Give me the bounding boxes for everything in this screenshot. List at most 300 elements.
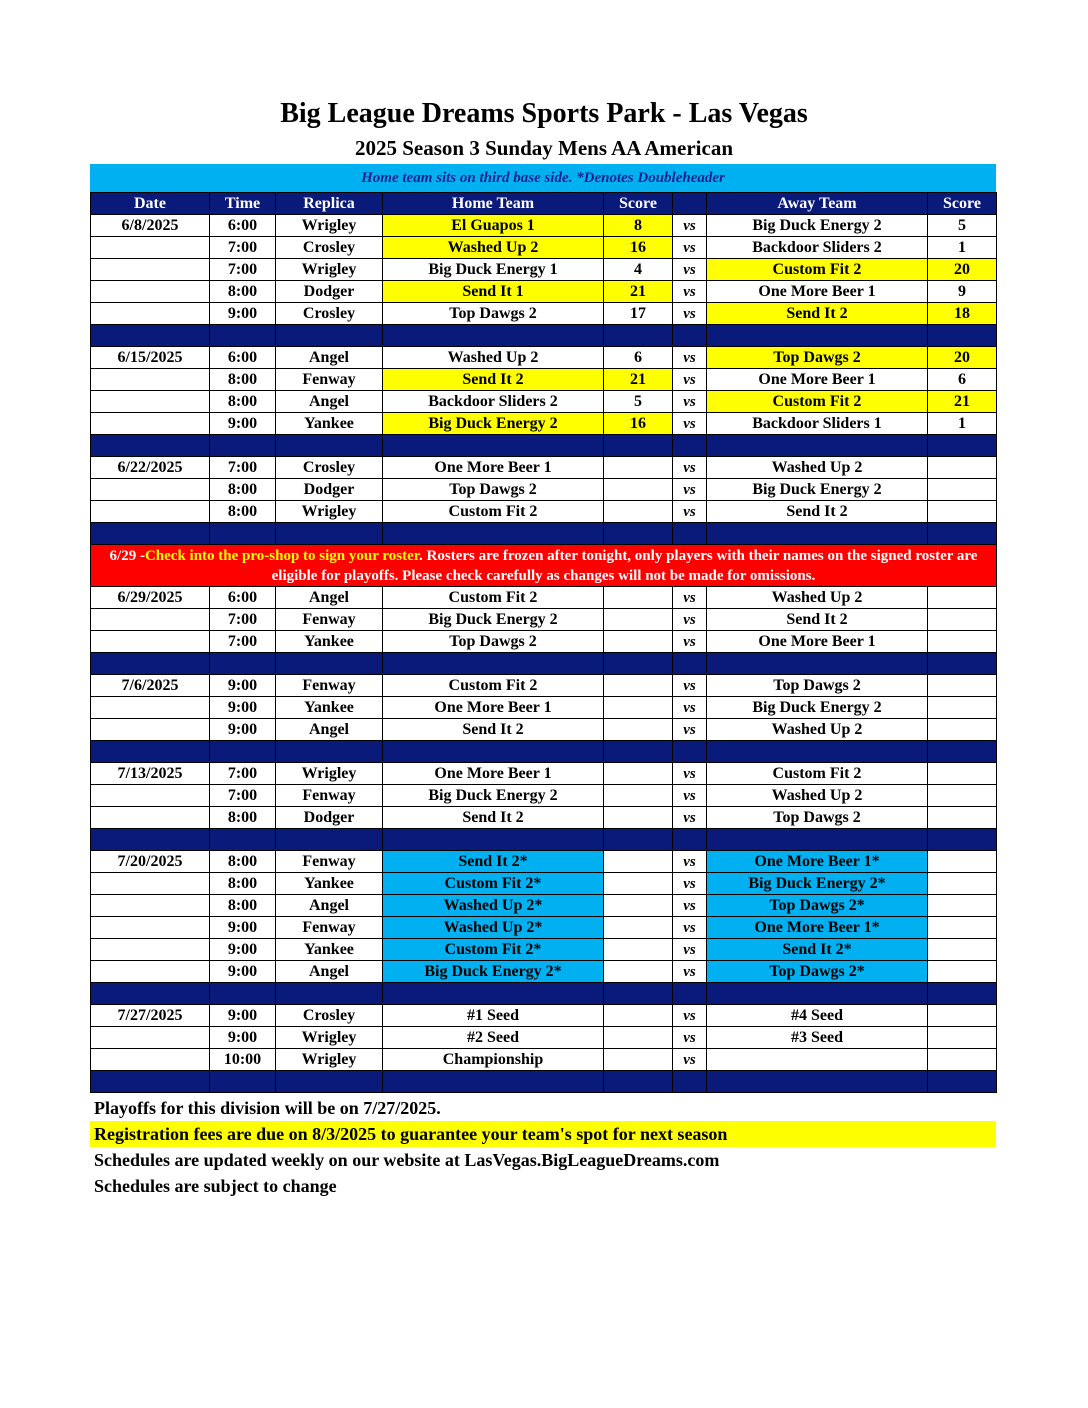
- time-cell: 8:00: [210, 501, 276, 523]
- date-cell: [91, 413, 210, 435]
- game-row: [91, 457, 997, 479]
- away-team-cell: Washed Up 2: [707, 785, 928, 807]
- separator-cell: [928, 435, 997, 457]
- date-cell: [91, 479, 210, 501]
- away-team-cell: Big Duck Energy 2: [707, 697, 928, 719]
- away-score-cell: [928, 873, 997, 895]
- game-row: [91, 391, 997, 413]
- separator-cell: [707, 1071, 928, 1093]
- game-row: [91, 259, 997, 281]
- separator-cell: [276, 653, 383, 675]
- home-team-cell: Custom Fit 2: [383, 501, 604, 523]
- vs-cell: vs: [673, 347, 707, 369]
- separator-cell: [91, 1071, 210, 1093]
- vs-cell: vs: [673, 391, 707, 413]
- away-score-cell: [928, 851, 997, 873]
- vs-cell: vs: [673, 369, 707, 391]
- away-team-cell: #4 Seed: [707, 1005, 928, 1027]
- separator-cell: [673, 1071, 707, 1093]
- separator-cell: [707, 983, 928, 1005]
- replica-cell: Angel: [276, 587, 383, 609]
- home-score-cell: 17: [604, 303, 673, 325]
- away-team-cell: One More Beer 1*: [707, 917, 928, 939]
- away-score-cell: [928, 807, 997, 829]
- game-row: [91, 215, 997, 237]
- vs-cell: vs: [673, 807, 707, 829]
- date-cell: 7/20/2025: [91, 851, 210, 873]
- separator-cell: [210, 435, 276, 457]
- vs-cell: vs: [673, 851, 707, 873]
- separator-cell: [383, 1071, 604, 1093]
- home-score-cell: [604, 785, 673, 807]
- time-cell: 8:00: [210, 851, 276, 873]
- away-team-cell: Top Dawgs 2*: [707, 961, 928, 983]
- replica-cell: Yankee: [276, 413, 383, 435]
- page-title: Big League Dreams Sports Park - Las Vegas: [280, 98, 808, 129]
- date-cell: [91, 237, 210, 259]
- roster-notice: [91, 545, 997, 587]
- separator-cell: [707, 741, 928, 763]
- vs-cell: vs: [673, 917, 707, 939]
- away-score-cell: [928, 785, 997, 807]
- home-team-cell: Big Duck Energy 2*: [383, 961, 604, 983]
- game-row: [91, 1049, 997, 1071]
- away-score-cell: [928, 961, 997, 983]
- home-team-cell: Send It 1: [383, 281, 604, 303]
- separator-cell: [673, 653, 707, 675]
- header-row: [91, 193, 997, 215]
- replica-cell: Fenway: [276, 609, 383, 631]
- separator-cell: [604, 325, 673, 347]
- time-cell: 9:00: [210, 961, 276, 983]
- date-cell: 7/27/2025: [91, 1005, 210, 1027]
- replica-cell: Angel: [276, 961, 383, 983]
- home-team-cell: Custom Fit 2*: [383, 873, 604, 895]
- vs-cell: vs: [673, 785, 707, 807]
- vs-cell: vs: [673, 259, 707, 281]
- away-score-cell: [928, 1049, 997, 1071]
- replica-cell: Angel: [276, 347, 383, 369]
- notice-date: 6/29 -: [109, 547, 145, 564]
- away-score-cell: [928, 1005, 997, 1027]
- away-score-cell: [928, 697, 997, 719]
- header-away-team: Away Team: [707, 193, 928, 215]
- game-row: [91, 675, 997, 697]
- home-team-cell: #2 Seed: [383, 1027, 604, 1049]
- time-cell: 7:00: [210, 457, 276, 479]
- away-team-cell: [707, 1049, 928, 1071]
- time-cell: 8:00: [210, 369, 276, 391]
- header-away-score: Score: [928, 193, 997, 215]
- time-cell: 8:00: [210, 807, 276, 829]
- game-row: [91, 961, 997, 983]
- separator-cell: [604, 741, 673, 763]
- away-score-cell: [928, 939, 997, 961]
- notice-highlight: Check into the pro-shop to sign your roster: [144, 547, 420, 564]
- game-row: [91, 1027, 997, 1049]
- game-row: [91, 917, 997, 939]
- home-score-cell: 5: [604, 391, 673, 413]
- separator-cell: [210, 523, 276, 545]
- vs-cell: vs: [673, 1049, 707, 1071]
- separator-cell: [276, 829, 383, 851]
- home-score-cell: 16: [604, 237, 673, 259]
- away-score-cell: [928, 763, 997, 785]
- date-cell: [91, 1049, 210, 1071]
- home-team-cell: One More Beer 1: [383, 763, 604, 785]
- replica-cell: Wrigley: [276, 1027, 383, 1049]
- replica-cell: Dodger: [276, 281, 383, 303]
- time-cell: 7:00: [210, 785, 276, 807]
- separator-cell: [210, 653, 276, 675]
- game-row: [91, 939, 997, 961]
- time-cell: 9:00: [210, 675, 276, 697]
- time-cell: 6:00: [210, 347, 276, 369]
- game-row: [91, 763, 997, 785]
- separator-cell: [276, 983, 383, 1005]
- away-team-cell: One More Beer 1*: [707, 851, 928, 873]
- date-cell: [91, 807, 210, 829]
- separator-cell: [928, 829, 997, 851]
- away-score-cell: 9: [928, 281, 997, 303]
- separator-cell: [707, 523, 928, 545]
- home-team-cell: #1 Seed: [383, 1005, 604, 1027]
- away-team-cell: Send It 2: [707, 501, 928, 523]
- separator-cell: [91, 325, 210, 347]
- replica-cell: Fenway: [276, 917, 383, 939]
- away-score-cell: [928, 457, 997, 479]
- home-team-cell: Big Duck Energy 2: [383, 785, 604, 807]
- home-team-cell: Washed Up 2*: [383, 895, 604, 917]
- home-score-cell: [604, 631, 673, 653]
- week-separator: [91, 435, 997, 457]
- notice-text: . Rosters are frozen after tonight, only players with their names on the signed roster are eligible for playoffs. Please check carefully as changes will not be made for omissions.: [271, 547, 978, 584]
- vs-cell: vs: [673, 281, 707, 303]
- separator-cell: [604, 523, 673, 545]
- separator-cell: [210, 741, 276, 763]
- time-cell: 9:00: [210, 413, 276, 435]
- header-replica: Replica: [276, 193, 383, 215]
- home-score-cell: [604, 763, 673, 785]
- vs-cell: vs: [673, 1027, 707, 1049]
- time-cell: 9:00: [210, 719, 276, 741]
- home-team-cell: El Guapos 1: [383, 215, 604, 237]
- home-score-cell: [604, 851, 673, 873]
- replica-cell: Yankee: [276, 939, 383, 961]
- header-home-score: Score: [604, 193, 673, 215]
- game-row: [91, 479, 997, 501]
- separator-cell: [276, 435, 383, 457]
- home-team-cell: Washed Up 2: [383, 347, 604, 369]
- game-row: [91, 609, 997, 631]
- replica-cell: Crosley: [276, 1005, 383, 1027]
- vs-cell: vs: [673, 675, 707, 697]
- home-team-cell: Championship: [383, 1049, 604, 1071]
- separator-cell: [210, 325, 276, 347]
- replica-cell: Dodger: [276, 807, 383, 829]
- home-team-cell: Big Duck Energy 1: [383, 259, 604, 281]
- replica-cell: Angel: [276, 895, 383, 917]
- vs-cell: vs: [673, 697, 707, 719]
- time-cell: 9:00: [210, 1005, 276, 1027]
- home-team-cell: Backdoor Sliders 2: [383, 391, 604, 413]
- vs-cell: vs: [673, 873, 707, 895]
- separator-cell: [383, 435, 604, 457]
- time-cell: 9:00: [210, 303, 276, 325]
- replica-cell: Fenway: [276, 851, 383, 873]
- away-team-cell: Send It 2: [707, 609, 928, 631]
- home-score-cell: [604, 587, 673, 609]
- away-score-cell: 5: [928, 215, 997, 237]
- week-separator: [91, 325, 997, 347]
- away-team-cell: Washed Up 2: [707, 587, 928, 609]
- away-score-cell: [928, 609, 997, 631]
- game-row: [91, 347, 997, 369]
- change-note: Schedules are subject to change: [94, 1176, 337, 1196]
- home-team-cell: One More Beer 1: [383, 457, 604, 479]
- away-team-cell: Top Dawgs 2*: [707, 895, 928, 917]
- time-cell: 9:00: [210, 697, 276, 719]
- date-cell: [91, 259, 210, 281]
- registration-note: Registration fees are due on 8/3/2025 to guarantee your team's spot for next season: [90, 1121, 996, 1147]
- date-cell: [91, 697, 210, 719]
- home-score-cell: [604, 697, 673, 719]
- away-score-cell: 6: [928, 369, 997, 391]
- time-cell: 8:00: [210, 895, 276, 917]
- game-row: [91, 631, 997, 653]
- vs-cell: vs: [673, 1005, 707, 1027]
- home-score-cell: [604, 457, 673, 479]
- separator-cell: [928, 741, 997, 763]
- replica-cell: Angel: [276, 719, 383, 741]
- date-cell: [91, 719, 210, 741]
- separator-cell: [383, 325, 604, 347]
- home-team-cell: Big Duck Energy 2: [383, 413, 604, 435]
- replica-cell: Wrigley: [276, 1049, 383, 1071]
- date-cell: 6/8/2025: [91, 215, 210, 237]
- home-score-cell: 21: [604, 369, 673, 391]
- away-score-cell: [928, 895, 997, 917]
- schedule-body: [91, 215, 997, 1093]
- away-team-cell: Big Duck Energy 2: [707, 479, 928, 501]
- separator-cell: [91, 741, 210, 763]
- separator-cell: [383, 983, 604, 1005]
- separator-cell: [210, 1071, 276, 1093]
- separator-cell: [276, 325, 383, 347]
- replica-cell: Fenway: [276, 675, 383, 697]
- away-team-cell: Big Duck Energy 2: [707, 215, 928, 237]
- separator-cell: [707, 435, 928, 457]
- week-separator: [91, 741, 997, 763]
- home-score-cell: 21: [604, 281, 673, 303]
- home-score-cell: 8: [604, 215, 673, 237]
- home-score-cell: [604, 895, 673, 917]
- date-cell: [91, 609, 210, 631]
- time-cell: 9:00: [210, 939, 276, 961]
- home-team-cell: Custom Fit 2: [383, 675, 604, 697]
- home-team-cell: Custom Fit 2: [383, 587, 604, 609]
- separator-cell: [91, 653, 210, 675]
- week-separator: [91, 653, 997, 675]
- game-row: [91, 807, 997, 829]
- home-team-cell: Top Dawgs 2: [383, 631, 604, 653]
- away-team-cell: One More Beer 1: [707, 369, 928, 391]
- game-row: [91, 501, 997, 523]
- time-cell: 7:00: [210, 237, 276, 259]
- game-row: [91, 369, 997, 391]
- date-cell: [91, 939, 210, 961]
- away-score-cell: 20: [928, 259, 997, 281]
- home-score-cell: [604, 675, 673, 697]
- time-cell: 8:00: [210, 479, 276, 501]
- date-cell: [91, 961, 210, 983]
- home-team-cell: Custom Fit 2*: [383, 939, 604, 961]
- date-cell: 6/15/2025: [91, 347, 210, 369]
- separator-cell: [604, 983, 673, 1005]
- separator-cell: [707, 653, 928, 675]
- separator-cell: [604, 1071, 673, 1093]
- vs-cell: vs: [673, 413, 707, 435]
- replica-cell: Yankee: [276, 697, 383, 719]
- time-cell: 6:00: [210, 587, 276, 609]
- home-score-cell: [604, 873, 673, 895]
- home-score-cell: [604, 719, 673, 741]
- replica-cell: Wrigley: [276, 763, 383, 785]
- away-team-cell: Send It 2*: [707, 939, 928, 961]
- away-team-cell: Top Dawgs 2: [707, 807, 928, 829]
- separator-cell: [210, 829, 276, 851]
- time-cell: 10:00: [210, 1049, 276, 1071]
- away-score-cell: [928, 501, 997, 523]
- home-team-cell: Send It 2: [383, 807, 604, 829]
- time-cell: 6:00: [210, 215, 276, 237]
- away-score-cell: 1: [928, 413, 997, 435]
- away-team-cell: #3 Seed: [707, 1027, 928, 1049]
- time-cell: 7:00: [210, 763, 276, 785]
- away-team-cell: One More Beer 1: [707, 281, 928, 303]
- date-cell: [91, 391, 210, 413]
- home-team-cell: Send It 2*: [383, 851, 604, 873]
- replica-cell: Yankee: [276, 631, 383, 653]
- separator-cell: [276, 741, 383, 763]
- separator-cell: [91, 523, 210, 545]
- date-cell: [91, 1027, 210, 1049]
- separator-cell: [383, 741, 604, 763]
- away-score-cell: 20: [928, 347, 997, 369]
- week-separator: [91, 523, 997, 545]
- game-row: [91, 873, 997, 895]
- home-score-cell: [604, 939, 673, 961]
- replica-cell: Crosley: [276, 237, 383, 259]
- date-cell: [91, 281, 210, 303]
- away-score-cell: [928, 1027, 997, 1049]
- date-cell: 6/29/2025: [91, 587, 210, 609]
- separator-cell: [928, 1071, 997, 1093]
- vs-cell: vs: [673, 939, 707, 961]
- away-team-cell: Big Duck Energy 2*: [707, 873, 928, 895]
- replica-cell: Crosley: [276, 457, 383, 479]
- separator-cell: [673, 523, 707, 545]
- away-score-cell: 21: [928, 391, 997, 413]
- time-cell: 9:00: [210, 1027, 276, 1049]
- separator-cell: [383, 653, 604, 675]
- replica-cell: Yankee: [276, 873, 383, 895]
- date-cell: [91, 501, 210, 523]
- separator-cell: [383, 829, 604, 851]
- playoffs-note: Playoffs for this division will be on 7/27/2025.: [94, 1098, 441, 1118]
- time-cell: 8:00: [210, 873, 276, 895]
- separator-cell: [91, 435, 210, 457]
- separator-cell: [673, 741, 707, 763]
- time-cell: 8:00: [210, 391, 276, 413]
- vs-cell: vs: [673, 631, 707, 653]
- game-row: [91, 413, 997, 435]
- separator-cell: [928, 523, 997, 545]
- replica-cell: Crosley: [276, 303, 383, 325]
- home-score-cell: 6: [604, 347, 673, 369]
- away-team-cell: Washed Up 2: [707, 719, 928, 741]
- time-cell: 7:00: [210, 609, 276, 631]
- date-cell: [91, 369, 210, 391]
- separator-cell: [673, 983, 707, 1005]
- away-score-cell: [928, 719, 997, 741]
- game-row: [91, 587, 997, 609]
- vs-cell: vs: [673, 895, 707, 917]
- away-team-cell: Send It 2: [707, 303, 928, 325]
- separator-cell: [91, 829, 210, 851]
- header-vs: [673, 193, 707, 215]
- page-subtitle: 2025 Season 3 Sunday Mens AA American: [354, 136, 734, 160]
- replica-cell: Fenway: [276, 785, 383, 807]
- date-cell: 7/13/2025: [91, 763, 210, 785]
- roster-notice-row: [91, 545, 997, 587]
- home-score-cell: [604, 501, 673, 523]
- home-score-cell: [604, 479, 673, 501]
- header-home-team: Home Team: [383, 193, 604, 215]
- away-team-cell: Top Dawgs 2: [707, 347, 928, 369]
- info-banner: Home team sits on third base side. *Denotes Doubleheader: [90, 164, 996, 192]
- week-separator: [91, 1071, 997, 1093]
- vs-cell: vs: [673, 457, 707, 479]
- game-row: [91, 281, 997, 303]
- separator-cell: [673, 325, 707, 347]
- separator-cell: [210, 983, 276, 1005]
- separator-cell: [276, 523, 383, 545]
- away-team-cell: Backdoor Sliders 1: [707, 413, 928, 435]
- away-team-cell: One More Beer 1: [707, 631, 928, 653]
- separator-cell: [673, 829, 707, 851]
- away-score-cell: [928, 587, 997, 609]
- home-score-cell: 4: [604, 259, 673, 281]
- replica-cell: Angel: [276, 391, 383, 413]
- separator-cell: [928, 653, 997, 675]
- game-row: [91, 303, 997, 325]
- home-score-cell: [604, 609, 673, 631]
- away-score-cell: [928, 917, 997, 939]
- home-score-cell: 16: [604, 413, 673, 435]
- home-team-cell: Washed Up 2: [383, 237, 604, 259]
- date-cell: [91, 895, 210, 917]
- away-score-cell: 18: [928, 303, 997, 325]
- home-team-cell: Big Duck Energy 2: [383, 609, 604, 631]
- date-cell: [91, 631, 210, 653]
- vs-cell: vs: [673, 501, 707, 523]
- home-team-cell: Top Dawgs 2: [383, 303, 604, 325]
- vs-cell: vs: [673, 763, 707, 785]
- separator-cell: [707, 325, 928, 347]
- date-cell: [91, 303, 210, 325]
- separator-cell: [604, 435, 673, 457]
